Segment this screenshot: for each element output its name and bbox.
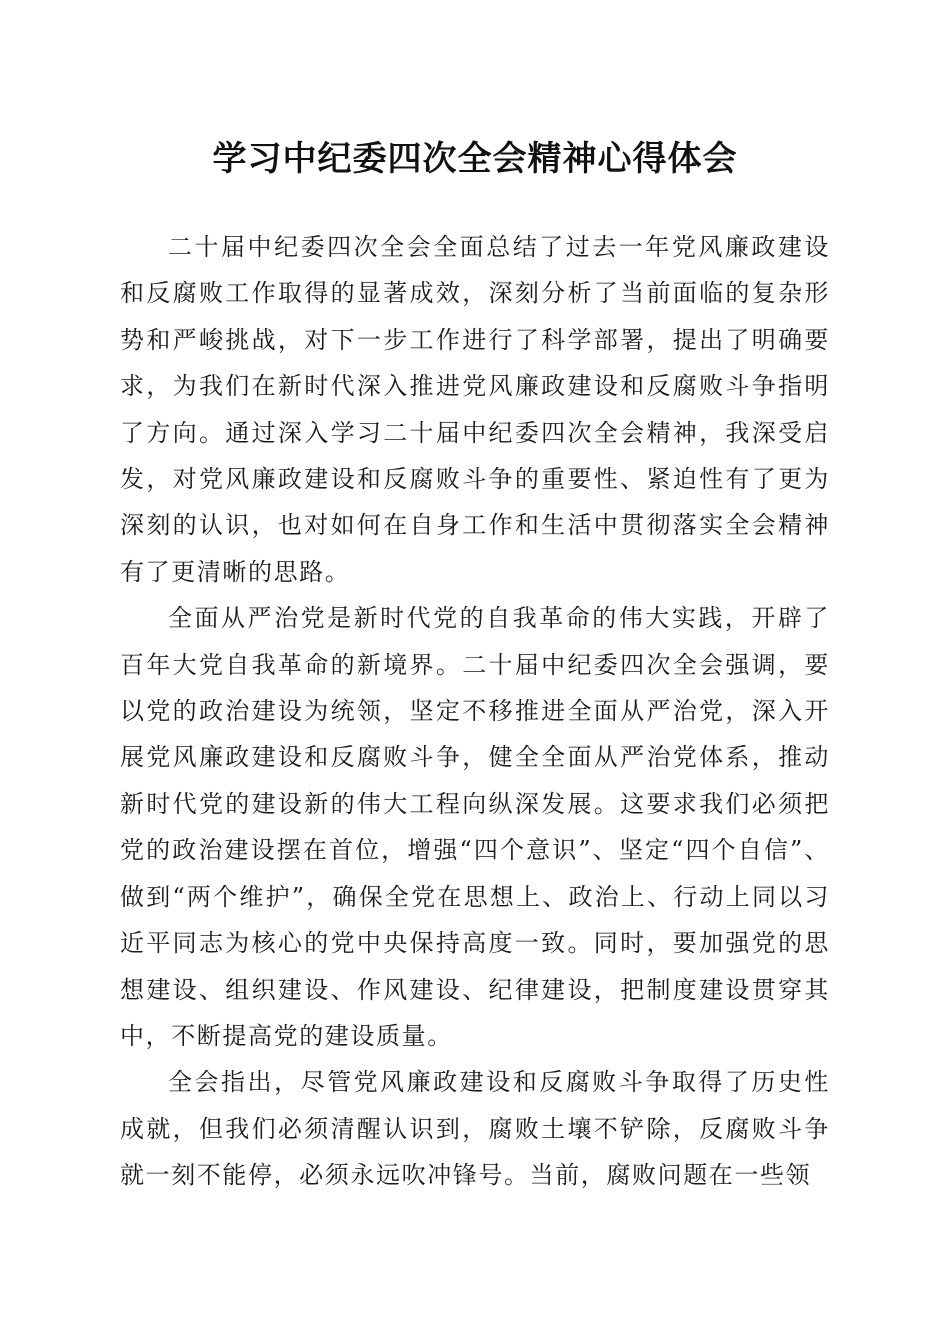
paragraph-3: 全会指出，尽管党风廉政建设和反腐败斗争取得了历史性成就，但我们必须清醒认识到，腐败土壤不铲除，反腐败斗争就一刻不能停，必须永远吹冲锋号。当前，腐败问题在一些领 [120,1068,830,1190]
document-title: 学习中纪委四次全会精神心得体会 [212,139,738,179]
paragraph-1: 二十届中纪委四次全会全面总结了过去一年党风廉政建设和反腐败工作取得的显著成效，深刻分析了当前面临的复杂形势和严峻挑战，对下一步工作进行了科学部署，提出了明确要求，为我们在新时代深入推进党风廉政建设和反腐败斗争指明了方向。通过深入学习二十届中纪委四次全会精神，我深受启发，对党风廉政建设和反腐败斗争的重要性、紧迫性有了更为深刻的认识，也对如何在自身工作和生活中贯彻落实全会精神有了更清晰的思路。 [120,233,830,586]
document-body [120,224,830,1199]
paragraph-2: 全面从严治党是新时代党的自我革命的伟大实践，开辟了百年大党自我革命的新境界。二十届中纪委四次全会强调，要以党的政治建设为统领，坚定不移推进全面从严治党，深入开展党风廉政建设和反腐败斗争，健全全面从严治党体系，推动新时代党的建设新的伟大工程向纵深发展。这要求我们必须把党的政治建设摆在首位，增强“四个意识”、坚定“四个自信”、做到“两个维护”，确保全党在思想上、政治上、行动上同以习近平同志为核心的党中央保持高度一致。同时，要加强党的思想建设、组织建设、作风建设、纪律建设，把制度建设贯穿其中，不断提高党的建设质量。 [120,604,830,1050]
